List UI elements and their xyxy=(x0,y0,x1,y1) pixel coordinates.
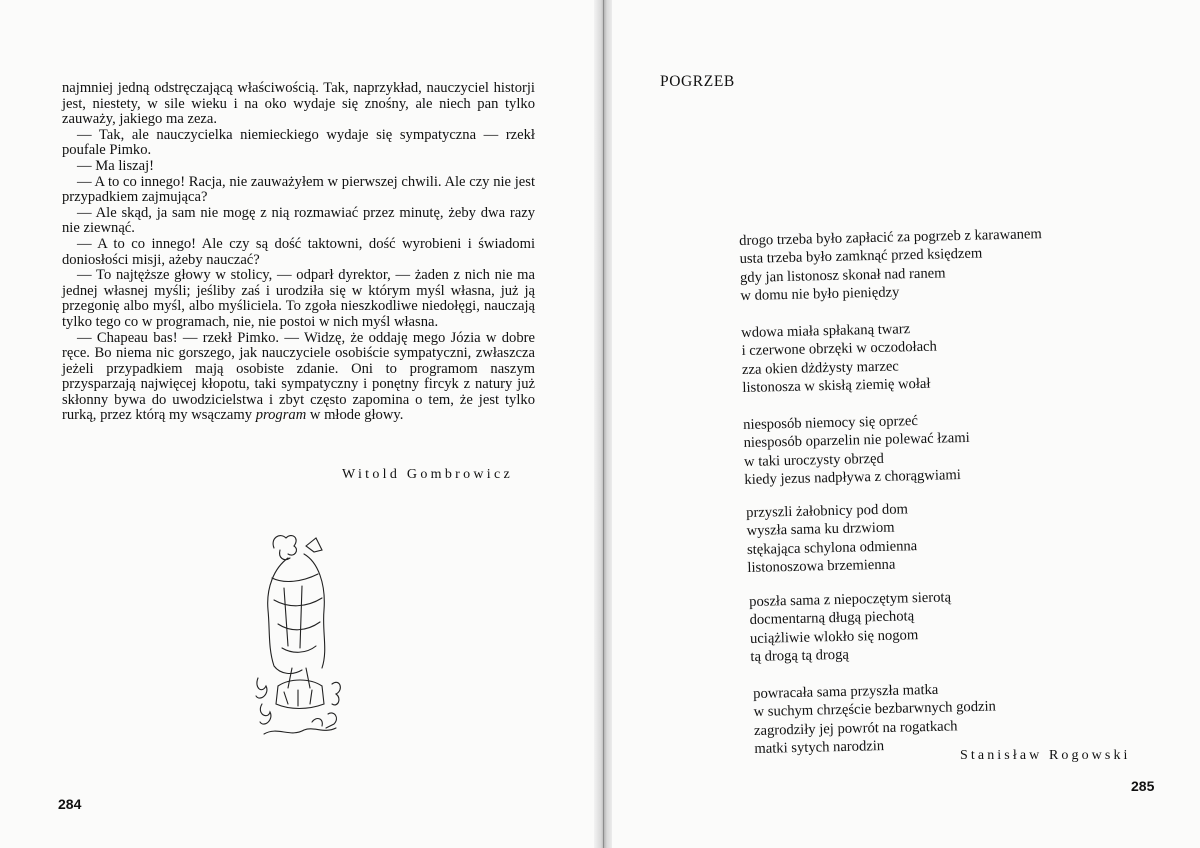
author-signature-rogowski: Stanisław Rogowski xyxy=(960,748,1131,763)
poem-line: uciążliwie wlokło się nogom xyxy=(749,626,919,647)
poem-line: drogo trzeba było zapłacić za pogrzeb z karawanem xyxy=(739,226,1042,249)
poem-line: gdy jan listonosz skonał nad ranem xyxy=(739,264,946,286)
poem-line: matki sytych narodzin xyxy=(754,737,885,757)
paragraph: — Ma liszaj! xyxy=(77,157,155,174)
poem-line: przyszli żałobnicy pod dom xyxy=(746,501,909,521)
poem-line: stękająca schylona odmienna xyxy=(746,537,918,558)
poem-line: i czerwone obrzęki w oczodołach xyxy=(741,338,938,360)
poem-line: powracała sama przyszła matka xyxy=(753,681,939,702)
poem-line: poszła sama z niepoczętym sierotą xyxy=(749,589,952,610)
prose-text xyxy=(62,81,535,424)
poem-line: tą drogą tą drogą xyxy=(750,646,850,665)
page-number: 285 xyxy=(1131,778,1155,794)
poem-line: listonosza w skisłą ziemię wołał xyxy=(742,375,931,396)
paragraph: najmniej jedną odstręczającą właściwością. Tak, naprzykład, nauczyciel historji jest, niestety, w sile wieku i na oko wydaje się znośny, ale niech pan tylko zauważy, jakiego ma zeza. xyxy=(62,80,535,128)
poem-stanza xyxy=(746,500,918,577)
paragraph: — To najtęższe głowy w stolicy, — odparł dyrektor, — żaden z nich nie ma jednej własnej myśli; jeśliby zaś i urodziła się w którym myśl własna, już ją przegonię albo myśl, albo myśliciela. To zgoła nieszkodliwe niedołęgi, nauczają tylko tego co w programach, nie, nie postoi w nich myśl własna. xyxy=(62,267,535,330)
poem-stanza xyxy=(743,411,971,489)
poem-line: usta trzeba było zamknąć przed księdzem xyxy=(739,245,983,268)
paragraph-text-before: — Chapeau bas! — rzekł Pimko. — Widzę, że oddaję mego Józia w dobre ręce. Bo niema nic gorszego, jak nauczyciele osobiście sympatyczni, zwłaszcza jeżeli przypadkiem mają osobiste zdanie. Oni to programom naszym przysparzają najwięcej kłopotu, taki sympatyczny i ponętny fircyk z natury już skłonny bywa do uwodzicielstwa i zbyt często zapomina o tem, że jest tylko rurką, przez którą my wsączamy xyxy=(62,329,535,424)
book-gutter xyxy=(594,0,614,848)
poem-title: POGRZEB xyxy=(660,73,735,90)
sketch-illustration xyxy=(244,528,356,746)
paragraph: — Ale skąd, ja sam nie mogę z nią rozmawiać przez minutę, żeby dwa razy nie ziewnąć. xyxy=(62,204,535,237)
poem-stanza xyxy=(741,320,938,398)
author-signature-gombrowicz: Witold Gombrowicz xyxy=(342,467,514,482)
left-page xyxy=(0,0,598,848)
poem-line: niesposób oparzelin nie polewać łzami xyxy=(743,430,970,452)
italic-word: program xyxy=(255,407,307,424)
paragraph-last xyxy=(62,331,535,425)
poem-line: w taki uroczysty obrzęd xyxy=(743,450,884,470)
poem-line: zza okien dżdżysty marzec xyxy=(741,358,899,378)
poem-line: niesposób niemocy się oprzeć xyxy=(743,413,919,433)
paragraph-text-after: w młode głowy. xyxy=(306,407,404,424)
poem-stanza xyxy=(739,225,1043,305)
page-number: 284 xyxy=(58,796,82,812)
poem-stanza xyxy=(749,588,952,666)
poem-line: w suchym chrzęście bezbarwnych godzin xyxy=(753,698,997,721)
poem-line: listonoszowa brzemienna xyxy=(747,556,896,576)
paragraph: — Tak, ale nauczycielka niemieckiego wydaje się sympatyczna — rzekł poufale Pimko. xyxy=(62,126,535,159)
poem-line: zagrodziły jej powrót na rogatkach xyxy=(753,717,958,739)
paragraph: — A to co innego! Ale czy są dość taktowni, dość wyrobieni i świadomi doniosłości misji, ażeby nauczać? xyxy=(62,235,535,268)
poem-line: wyszła sama ku drzwiom xyxy=(746,519,895,540)
poem-stanza xyxy=(753,680,997,759)
poem-line: docmentarną długą piechotą xyxy=(749,608,915,629)
poem-line: w domu nie było pieniędzy xyxy=(740,284,900,304)
paragraph: — A to co innego! Racja, nie zauważyłem w pierwszej chwili. Ale czy nie jest przypadkiem zajmująca? xyxy=(62,173,535,206)
poem-line: wdowa miała spłakaną twarz xyxy=(741,321,911,341)
poem-line: kiedy jezus nadpływa z chorągwiami xyxy=(744,466,961,488)
